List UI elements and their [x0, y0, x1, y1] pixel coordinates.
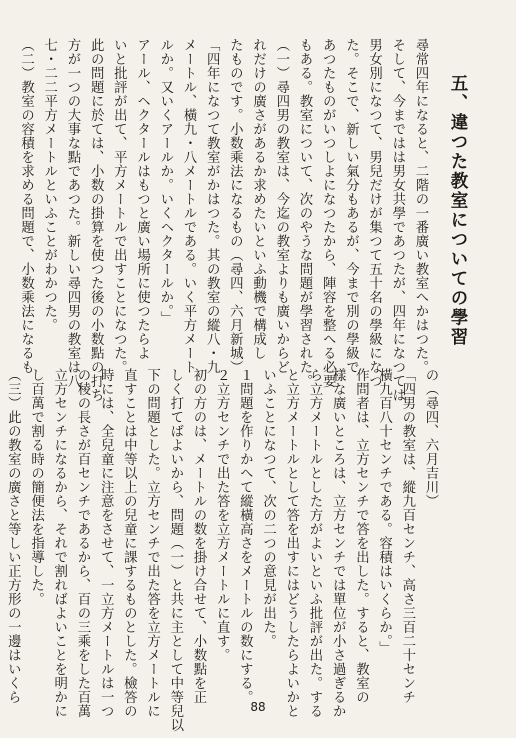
- lower-line: 立方センチになるから、それで割ればよいことを明かに: [51, 368, 67, 718]
- lower-line: と立方メートルとして答を出すにはどうしたらよいかと: [283, 368, 299, 718]
- upper-line: （二）教室の容積を求める問題で、小数乘法になるも: [18, 38, 34, 374]
- upper-line: そして、今まではは男女共學であつたが、四年になつては: [389, 38, 405, 402]
- upper-line: 尋常四年になると、二階の一番廣い教室へかはつた。: [413, 38, 428, 374]
- upper-line: 七・二二平方メートルといふことがわかつた。: [41, 38, 57, 332]
- lower-line: 橫九百八十センチである。容積はいくらか。」: [376, 368, 392, 656]
- lower-line: 樣な廣いところは、立方センチでは單位が小さ過ぎるか: [330, 368, 346, 718]
- lower-line: の（尋四、六月吉川）: [423, 368, 438, 508]
- lower-line: ら立方メートルとした方がよいといふ批評が出た。する: [306, 368, 322, 718]
- lower-line: しく打てばよいから、問題（一）と共に主として中等兒以: [167, 368, 183, 732]
- lower-line: 下の問題とした。立方センチで出た答を立方メートルに: [144, 368, 160, 718]
- upper-line: 方が一つの大事な點であつた。新しい尋四男の教室は八: [64, 38, 80, 388]
- section-title: 五、違つた教室についての學習: [448, 74, 468, 347]
- lower-line: １問題を作りかへて縱橫高さをメートルの数にする。: [237, 368, 253, 704]
- upper-line: （一）尋四男の教室は、今迄の教室よりも廣いからど: [273, 38, 289, 374]
- upper-line: たものです。小数乘法になるもの（尋四、六月新城）: [227, 38, 243, 374]
- upper-line: アール、ヘクタールはもつと廣い場所に使つたらよ: [134, 38, 150, 360]
- upper-line: 此の問題に於ては、小数の掛算を使つた後の小数點の打ち: [88, 38, 104, 402]
- lower-line: 「四男の教室は、縱九百センチ、高さ三百二十センチ: [399, 368, 415, 704]
- upper-line: れだけの廣さがあるか求めたいといふ動機で構成し: [250, 38, 266, 360]
- lower-line: （三）此の教室の廣さと等しい正方形の一邊はいくら: [5, 368, 21, 704]
- upper-line: た。そこで、新しい氣分もあるが、今まで別の學級で: [343, 38, 359, 374]
- lower-line: 時には、全兒童に注意をさせて、一立方メートルは一つ: [98, 368, 114, 718]
- upper-line: いと批評が出て、平方メートルで出すことになつた。: [111, 38, 127, 374]
- lower-line: ２立方センチで出た答を立方メートルに直す。: [214, 368, 230, 662]
- lower-line: の稜の長さが百センチであるから、百の三乘をした百萬: [74, 368, 90, 718]
- page-number: 88: [250, 700, 266, 714]
- upper-line: 「四年になつて教室がかはつた。其の教室の縱八・九: [204, 38, 220, 374]
- lower-line: いふことになつて、次の二つの意見が出た。: [260, 368, 276, 648]
- upper-line: 男女別になつて、男兒だけが集つて五十名の學級になつ: [366, 38, 382, 388]
- lower-line: し百萬で割る時の簡便法を指導した。: [28, 368, 44, 606]
- lower-line: 直すことは中等以上の兒童に課するものとした。檢答の: [121, 368, 137, 718]
- upper-line: あつたものがいつしよになつたから、陣容を整へる必要: [320, 38, 336, 388]
- upper-line: もある。教室について、次のやうな問題が學習された。: [296, 38, 312, 388]
- lower-line: 作問者は、立方センチで答を出した。すると、教室の: [353, 368, 369, 704]
- lower-line: 初の方のは、メートルの数を掛け合せて、小数點を正: [190, 368, 206, 704]
- upper-text-block: [14, 38, 432, 402]
- upper-line: メートル、橫九・八メートルである。いく平方メート: [180, 38, 196, 374]
- lower-line: [0, 368, 1, 668]
- upper-line: ルか。又いくアールか。いくヘクタールか。」: [157, 38, 173, 326]
